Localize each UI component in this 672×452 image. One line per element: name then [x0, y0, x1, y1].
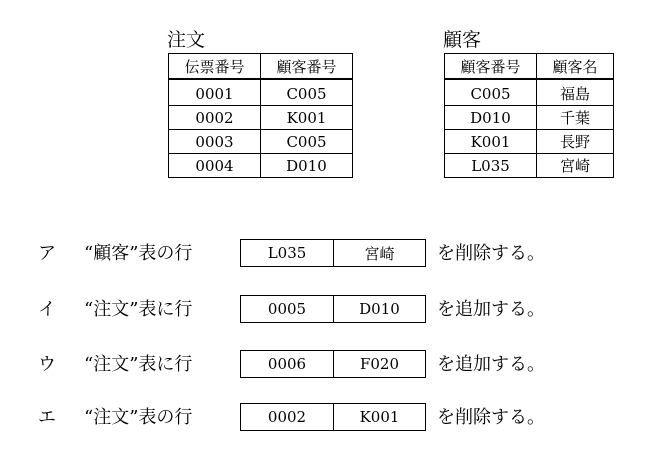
customers-cell: 宮崎: [537, 154, 614, 178]
record-cell: F020: [359, 355, 400, 373]
option-label: エ: [38, 407, 56, 428]
customers-table: [444, 53, 614, 178]
customers-cell: C005: [445, 79, 537, 106]
orders-cell: 0001: [169, 79, 261, 106]
table-row: [445, 106, 614, 130]
record-box: [240, 403, 426, 431]
orders-cell: C005: [261, 130, 353, 154]
answer-option-i[interactable]: [0, 293, 672, 325]
customers-cell: 福島: [537, 79, 614, 106]
option-action: を追加する。: [437, 299, 545, 320]
record-box: [240, 239, 426, 267]
record-cell: 宮崎: [364, 244, 395, 263]
table-row: [169, 130, 353, 154]
table-row: [169, 154, 353, 178]
customers-cell: L035: [445, 154, 537, 178]
record-cell: 0006: [241, 351, 334, 377]
customers-cell: 千葉: [537, 106, 614, 130]
table-row: [445, 154, 614, 178]
orders-cell: D010: [261, 154, 353, 178]
record-cell: K001: [359, 408, 400, 426]
option-action: を追加する。: [437, 354, 545, 375]
option-label: イ: [38, 299, 56, 320]
customers-col-customer-name: 顧客名: [537, 54, 614, 80]
customers-table-header-row: [445, 54, 614, 80]
orders-cell: 0002: [169, 106, 261, 130]
record-box: [240, 295, 426, 323]
orders-cell: 0003: [169, 130, 261, 154]
record-cell: 0002: [241, 404, 334, 430]
orders-table-title: 注文: [167, 29, 206, 51]
option-text: “注文”表に行: [84, 354, 193, 375]
orders-cell: K001: [261, 106, 353, 130]
record-cell: L035: [241, 240, 334, 266]
orders-table: [168, 53, 353, 178]
table-row: [169, 106, 353, 130]
option-action: を削除する。: [437, 243, 545, 264]
table-row: [445, 130, 614, 154]
option-text: “注文”表の行: [84, 407, 193, 428]
customers-table-title: 顧客: [443, 29, 482, 51]
table-row: [445, 79, 614, 106]
customers-col-customer-number: 顧客番号: [445, 54, 537, 80]
option-text: “顧客”表の行: [84, 243, 193, 264]
option-action: を削除する。: [437, 407, 545, 428]
answer-option-a[interactable]: [0, 237, 672, 269]
orders-cell: C005: [261, 79, 353, 106]
orders-cell: 0004: [169, 154, 261, 178]
orders-col-slip-number: 伝票番号: [169, 54, 261, 80]
record-box: [240, 350, 426, 378]
table-row: [169, 79, 353, 106]
answer-option-u[interactable]: [0, 348, 672, 380]
option-label: ウ: [38, 354, 56, 375]
option-text: “注文”表に行: [84, 299, 193, 320]
customers-cell: K001: [445, 130, 537, 154]
customers-cell: D010: [445, 106, 537, 130]
record-cell: 0005: [241, 296, 334, 322]
orders-col-customer-number: 顧客番号: [261, 54, 353, 80]
answer-option-e[interactable]: [0, 401, 672, 433]
option-label: ア: [38, 243, 56, 264]
orders-table-header-row: [169, 54, 353, 80]
record-cell: D010: [359, 300, 400, 318]
customers-cell: 長野: [537, 130, 614, 154]
